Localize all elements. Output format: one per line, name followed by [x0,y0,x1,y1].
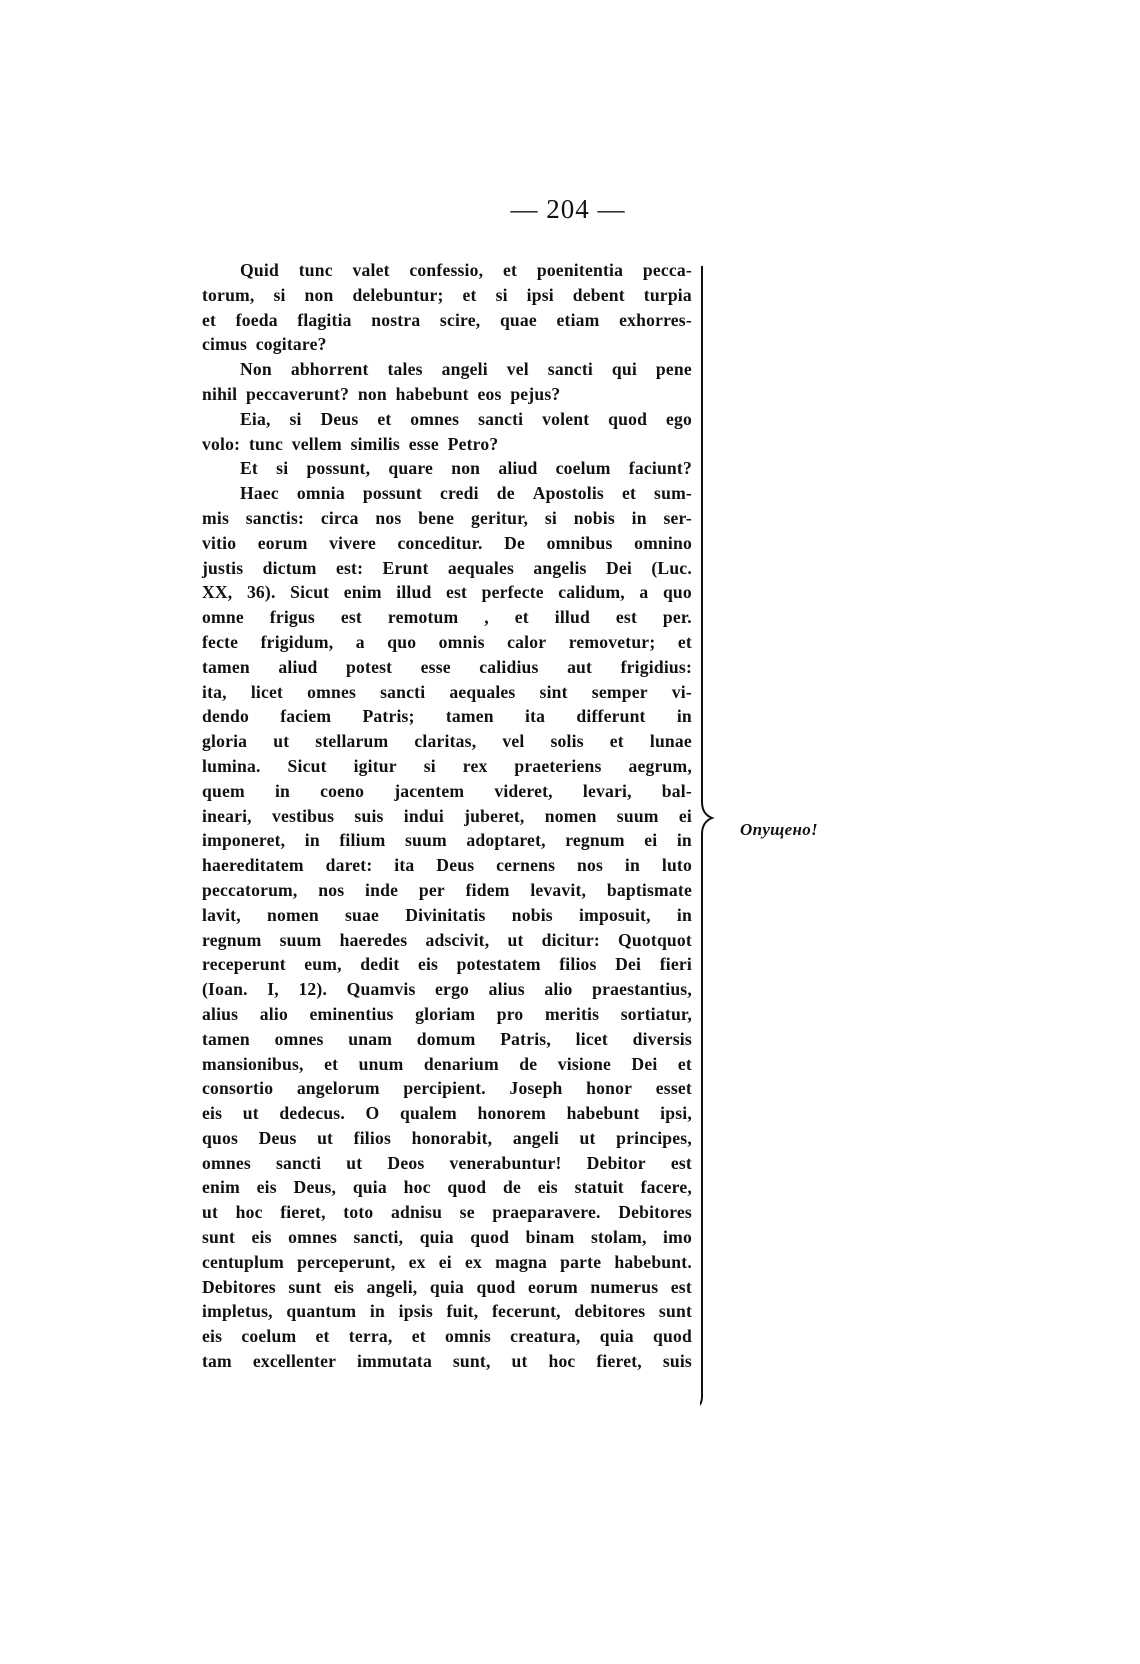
text-line: ineari, vestibus suis indui juberet, nomen suum ei [202,805,692,826]
text-line: tamen omnes unam domum Patris, licet diversis [202,1028,692,1049]
text-line: mansionibus, et unum denarium de visione Dei et [202,1053,692,1074]
text-line: sunt eis omnes sancti, quia quod binam stolam, imo [202,1227,692,1248]
text-line: Et si possunt, quare non aliud coelum faciunt? [240,458,692,479]
text-line: enim eis Deus, quia hoc quod de eis statuit facere, [202,1177,692,1198]
text-line: consortio angelorum percipient. Joseph honor esset [202,1078,692,1099]
text-line: Non abhorrent tales angeli vel sancti qui pene [240,359,692,380]
text-line: tamen aliud potest esse calidius aut frigidius: [202,656,692,677]
text-line: eis coelum et terra, et omnis creatura, quia quod [202,1326,692,1347]
text-line: fecte frigidum, a quo omnis calor removetur; et [202,631,692,652]
text-line: ita, licet omnes sancti aequales sint semper vi- [202,681,692,702]
text-line: quos Deus ut filios honorabit, angeli ut principes, [202,1127,692,1148]
text-line: torum, si non delebuntur; et si ipsi debent turpia [202,284,692,305]
body-text [202,258,692,1374]
text-line: mis sanctis: circa nos bene geritur, si nobis in ser- [202,507,692,528]
text-line: lavit, nomen suae Divinitatis nobis imposuit, in [202,904,692,925]
text-line: centuplum perceperunt, ex ei ex magna parte habebunt. [202,1251,692,1272]
text-line: gloria ut stellarum claritas, vel solis et lunae [202,731,692,752]
text-line: ut hoc fieret, toto adnisu se praeparavere. Debitores [202,1202,692,1223]
margin-bracket [700,266,724,1406]
text-line: cimus cogitare? [202,334,327,355]
text-line: et foeda flagitia nostra scire, quae etiam exhorres- [202,309,692,330]
text-line: XX, 36). Sicut enim illud est perfecte calidum, a quo [202,582,692,603]
text-line: eis ut dedecus. O qualem honorem habebunt ipsi, [202,1103,692,1124]
text-line: nihil peccaverunt? non habebunt eos pejus? [202,383,561,404]
text-line: peccatorum, nos inde per fidem levavit, baptismate [202,879,692,900]
margin-note: Опущено! [740,820,818,839]
text-line: Eia, si Deus et omnes sancti volent quod ego [240,408,692,429]
text-line: imponeret, in filium suum adoptaret, regnum ei in [202,830,692,851]
text-line: volo: tunc vellem similis esse Petro? [202,433,499,454]
text-line: lumina. Sicut igitur si rex praeteriens aegrum, [202,755,692,776]
text-line: tam excellenter immutata sunt, ut hoc fieret, suis [202,1351,692,1372]
text-line: regnum suum haeredes adscivit, ut dicitur: Quotquot [202,929,692,950]
page-number: — 204 — [510,194,626,224]
text-line: quem in coeno jacentem videret, levari, bal- [202,780,692,801]
text-line: Haec omnia possunt credi de Apostolis et sum- [240,483,692,504]
text-line: (Ioan. I, 12). Quamvis ergo alius alio praestantius, [202,979,692,1000]
text-line: omnes sancti ut Deos venerabuntur! Debitor est [202,1152,692,1173]
text-line: justis dictum est: Erunt aequales angelis Dei (Luc. [202,557,692,578]
text-line: dendo faciem Patris; tamen ita differunt in [202,706,692,727]
text-line: Debitores sunt eis angeli, quia quod eorum numerus est [202,1276,692,1297]
text-line: Quid tunc valet confessio, et poenitentia pecca- [240,260,692,280]
text-line: alius alio eminentius gloriam pro meritis sortiatur, [202,1003,692,1024]
text-line: receperunt eum, dedit eis potestatem filios Dei fieri [202,954,692,975]
text-line: impletus, quantum in ipsis fuit, fecerunt, debitores sunt [202,1301,692,1322]
text-line: haereditatem daret: ita Deus cernens nos in luto [202,855,692,876]
text-line: vitio eorum vivere conceditur. De omnibus omnino [202,532,692,553]
text-line: omne frigus est remotum , et illud est per. [202,607,692,628]
